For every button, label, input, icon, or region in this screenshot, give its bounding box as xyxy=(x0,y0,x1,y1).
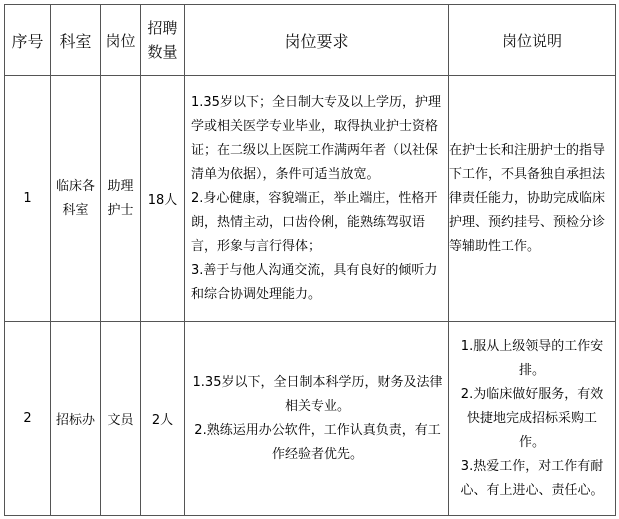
row-requirements xyxy=(185,322,449,516)
header-description: 岗位说明 xyxy=(449,5,616,76)
dept-text: 临床各科室 xyxy=(55,178,95,218)
row-post: 文员 xyxy=(101,322,141,516)
row-count: 2人 xyxy=(141,322,185,516)
row-dept xyxy=(51,76,101,322)
row-dept: 招标办 xyxy=(51,322,101,516)
header-seq: 序号 xyxy=(5,5,51,76)
row-requirements xyxy=(185,76,449,322)
row-description xyxy=(449,322,616,516)
requirement-item: 1.35岁以下；全日制大专及以上学历，护理学或相关医学专业毕业，取得执业护士资格证；在二级以上医院工作满两年者（以社保清单为依据），条件可适当放宽。 xyxy=(191,94,441,182)
requirement-item: 2.身心健康，容貌端正，举止端庄，性格开朗，热情主动，口齿伶俐，能熟练驾驭语言，形象与言行得体； xyxy=(191,190,438,254)
description-item: 1.服从上级领导的工作安排。 xyxy=(460,338,604,378)
header-post: 岗位 xyxy=(101,5,141,76)
recruitment-table xyxy=(4,4,616,516)
requirement-item: 2.熟练运用办公软件，工作认真负责，有工作经验者优先。 xyxy=(194,422,441,462)
requirement-item: 3.善于与他人沟通交流，具有良好的倾听力和综合协调处理能力。 xyxy=(191,262,438,302)
row-seq: 1 xyxy=(5,76,51,322)
row-seq: 2 xyxy=(5,322,51,516)
row-count: 18人 xyxy=(141,76,185,322)
description-item: 2.为临床做好服务，有效快捷地完成招标采购工作。 xyxy=(460,386,604,450)
header-requirements: 岗位要求 xyxy=(185,5,449,76)
header-dept: 科室 xyxy=(51,5,101,76)
post-text: 助理护士 xyxy=(107,178,134,218)
table-row xyxy=(5,322,616,516)
description-item: 3.热爱工作，对工作有耐心、有上进心、责任心。 xyxy=(460,458,604,498)
description-text: 在护士长和注册护士的指导下工作，不具备独自承担法律责任能力，协助完成临床护理、预约挂号、预检分诊等辅助性工作。 xyxy=(449,142,606,254)
row-description xyxy=(449,76,616,322)
row-post xyxy=(101,76,141,322)
header-count: 招聘 数量 xyxy=(141,5,185,76)
table-row xyxy=(5,76,616,322)
requirement-item: 1.35岁以下，全日制本科学历，财务及法律相关专业。 xyxy=(192,374,443,414)
header-row xyxy=(5,5,616,76)
